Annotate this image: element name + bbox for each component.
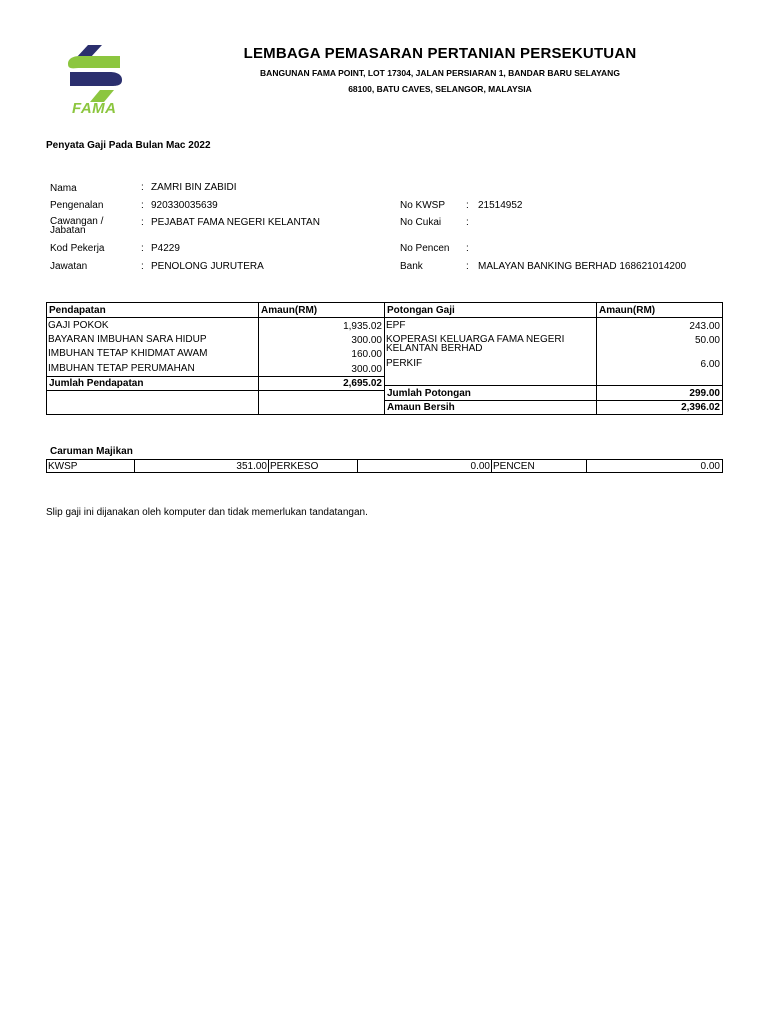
employer-contribution-title: Caruman Majikan xyxy=(50,446,133,457)
deduction-amount: 50.00 xyxy=(694,335,720,346)
address-line-1: BANGUNAN FAMA POINT, LOT 17304, JALAN PERSIARAN 1, BANDAR BARU SELAYANG xyxy=(260,68,620,78)
contribution-name: PENCEN xyxy=(493,461,535,472)
total-earnings-label: Jumlah Pendapatan xyxy=(49,378,144,389)
table-divider xyxy=(384,302,385,415)
address-line-2: 68100, BATU CAVES, SELANGOR, MALAYSIA xyxy=(348,84,532,94)
label-no-cukai: No Cukai xyxy=(400,217,442,228)
earning-amount: 300.00 xyxy=(351,364,382,375)
fama-logo xyxy=(60,40,130,120)
header-amaun-potongan: Amaun(RM) xyxy=(599,305,656,316)
net-amount: 2,396.02 xyxy=(681,402,720,413)
earning-name: IMBUHAN TETAP PERUMAHAN xyxy=(48,363,195,374)
total-earnings: 2,695.02 xyxy=(343,378,382,389)
contribution-name: PERKESO xyxy=(270,461,319,472)
deduction-name: KOPERASI KELUARGA FAMA NEGERI KELANTAN BERHAD xyxy=(386,334,565,354)
contribution-amount: 0.00 xyxy=(700,461,720,472)
table-divider xyxy=(46,376,385,377)
label-bank: Bank xyxy=(400,261,423,272)
footer-note: Slip gaji ini dijanakan oleh komputer dan tidak memerlukan tandatangan. xyxy=(46,507,368,518)
deduction-amount: 243.00 xyxy=(689,321,720,332)
value-jawatan: PENOLONG JURUTERA xyxy=(151,261,264,272)
fama-logo-text: FAMA xyxy=(72,100,117,117)
header-amaun-pendapatan: Amaun(RM) xyxy=(261,305,318,316)
table-divider xyxy=(46,317,723,318)
value-cawangan: PEJABAT FAMA NEGERI KELANTAN xyxy=(151,217,320,228)
earning-amount: 1,935.02 xyxy=(343,321,382,332)
contribution-amount: 0.00 xyxy=(470,461,490,472)
earning-name: GAJI POKOK xyxy=(48,320,109,331)
earning-amount: 300.00 xyxy=(351,335,382,346)
table-divider xyxy=(384,385,723,386)
table-divider xyxy=(384,400,723,401)
colon: : xyxy=(141,200,144,211)
table-divider xyxy=(491,459,492,473)
header-potongan: Potongan Gaji xyxy=(387,305,455,316)
colon: : xyxy=(466,261,469,272)
total-deductions-label: Jumlah Potongan xyxy=(387,388,471,399)
colon: : xyxy=(466,243,469,254)
label-no-pencen: No Pencen xyxy=(400,243,450,254)
statement-title: Penyata Gaji Pada Bulan Mac 2022 xyxy=(46,140,211,151)
colon: : xyxy=(141,182,144,193)
colon: : xyxy=(141,261,144,272)
earning-name: BAYARAN IMBUHAN SARA HIDUP xyxy=(48,334,207,345)
header-pendapatan: Pendapatan xyxy=(49,305,106,316)
value-bank: MALAYAN BANKING BERHAD 168621014200 xyxy=(478,261,687,272)
label-cawangan: Cawangan / Jabatan xyxy=(50,216,104,236)
label-kod-pekerja: Kod Pekerja xyxy=(50,243,105,254)
value-pengenalan: 920330035639 xyxy=(151,200,218,211)
colon: : xyxy=(466,217,469,228)
earning-name: IMBUHAN TETAP KHIDMAT AWAM xyxy=(48,348,208,359)
total-deductions: 299.00 xyxy=(689,388,720,399)
table-divider xyxy=(46,390,385,391)
contribution-amount: 351.00 xyxy=(236,461,267,472)
contribution-name: KWSP xyxy=(48,461,78,472)
net-amount-label: Amaun Bersih xyxy=(387,402,455,413)
colon: : xyxy=(141,217,144,228)
value-kod-pekerja: P4229 xyxy=(151,243,180,254)
label-nama: Nama xyxy=(50,183,77,194)
label-jawatan: Jawatan xyxy=(50,261,88,272)
label-pengenalan: Pengenalan xyxy=(50,200,104,211)
value-no-kwsp: 21514952 xyxy=(478,200,523,211)
label-no-kwsp: No KWSP xyxy=(400,200,446,211)
earning-amount: 160.00 xyxy=(351,349,382,360)
deduction-name: PERKIF xyxy=(386,358,423,369)
org-name: LEMBAGA PEMASARAN PERTANIAN PERSEKUTUAN xyxy=(243,45,637,62)
value-nama: ZAMRI BIN ZABIDI xyxy=(151,182,237,193)
colon: : xyxy=(466,200,469,211)
table-divider xyxy=(268,459,269,473)
deduction-name: EPF xyxy=(386,320,406,331)
deduction-amount: 6.00 xyxy=(700,359,720,370)
colon: : xyxy=(141,243,144,254)
